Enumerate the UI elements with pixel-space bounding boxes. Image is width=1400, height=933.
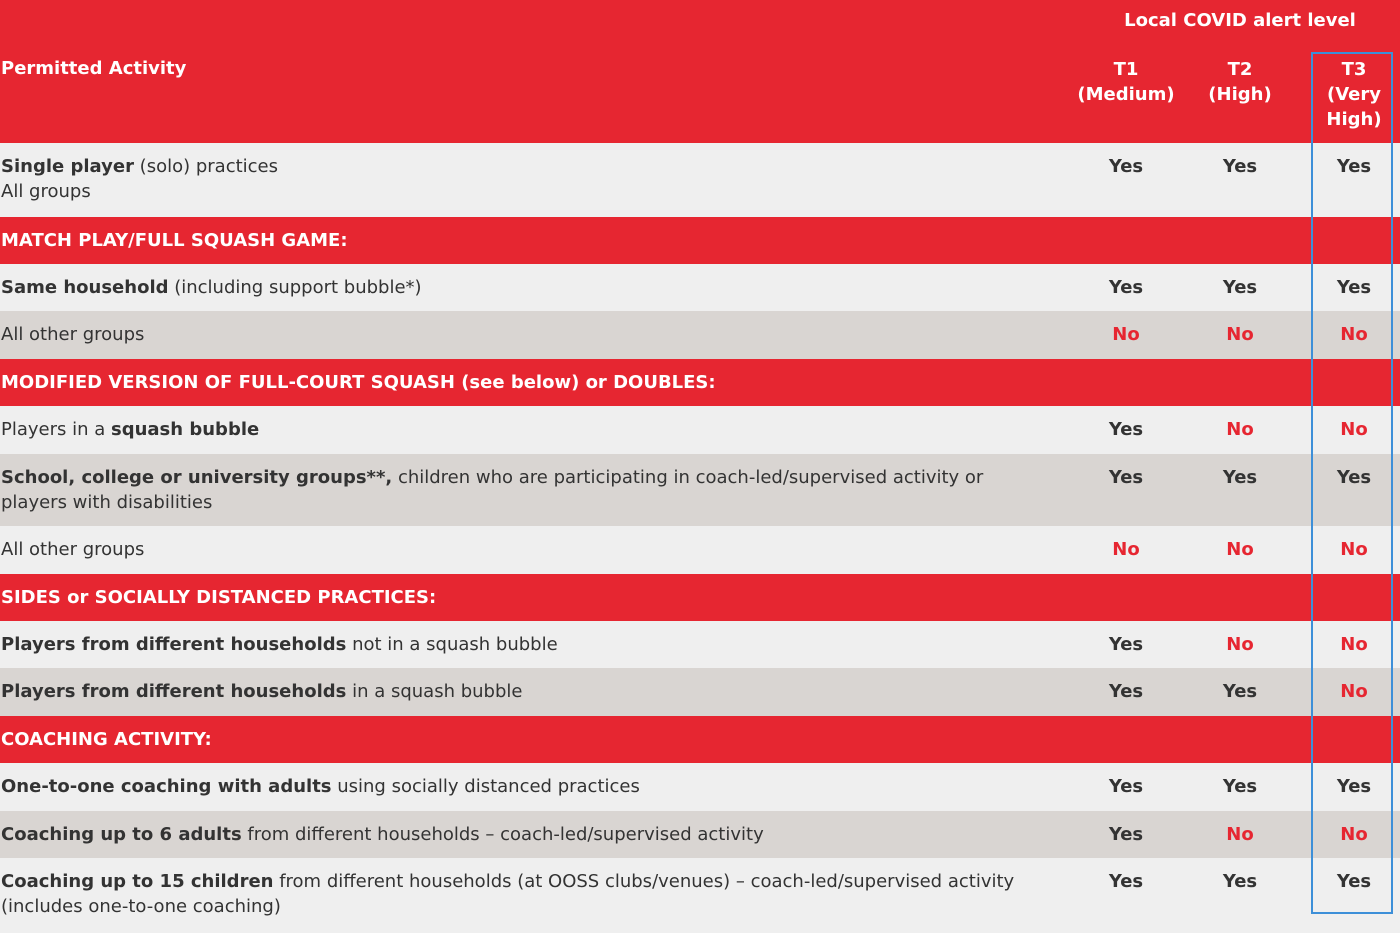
cell-t1: Yes (1108, 776, 1144, 797)
activity-emphasis: School, college or university groups**, (1, 467, 393, 488)
column-heading-line: High) (1326, 109, 1382, 130)
section-header-row (0, 359, 1400, 406)
table-header (0, 0, 1400, 143)
table-row (0, 858, 1400, 933)
column-heading-line: T1 (1113, 59, 1139, 80)
cell-t1: Yes (1108, 634, 1144, 655)
activity-text: All other groups (1, 539, 145, 560)
activity-text: not in a squash bubble (346, 634, 558, 655)
cell-t3: Yes (1336, 277, 1372, 298)
cell-t1: Yes (1108, 824, 1144, 845)
column-heading-t3 (1297, 57, 1400, 132)
activity-description (1, 275, 1051, 300)
activity-text: All other groups (1, 324, 145, 345)
column-heading-t2 (1183, 57, 1297, 107)
activity-text: from different households – coach-led/supervised activity (241, 824, 764, 845)
activity-emphasis: squash bubble (111, 419, 260, 440)
section-label: MATCH PLAY/FULL SQUASH GAME: (1, 230, 348, 251)
activity-text: (including support bubble*) (168, 277, 422, 298)
column-heading-t1 (1069, 57, 1183, 107)
activity-emphasis: Coaching up to 15 children (1, 871, 274, 892)
cell-t2: No (1226, 419, 1254, 440)
activity-description (1, 322, 1051, 347)
cell-t2: Yes (1222, 776, 1258, 797)
activity-description (1, 774, 1051, 799)
cell-t1: Yes (1108, 681, 1144, 702)
permitted-activity-heading: Permitted Activity (1, 58, 187, 79)
activity-emphasis: One-to-one coaching with adults (1, 776, 332, 797)
column-heading-line: (High) (1208, 84, 1272, 105)
cell-t2: Yes (1222, 681, 1258, 702)
cell-t3: No (1340, 634, 1368, 655)
activity-text: from different households (at OOSS clubs/venues) – coach-led/supervised activity (includes one-to-one coaching) (1, 871, 1015, 917)
cell-t1: No (1112, 324, 1140, 345)
alert-level-heading: Local COVID alert level (1124, 10, 1356, 31)
activity-description (1, 465, 1051, 515)
activity-description (1, 154, 1051, 204)
cell-t3: No (1340, 824, 1368, 845)
section-label: COACHING ACTIVITY: (1, 729, 212, 750)
cell-t1: Yes (1108, 277, 1144, 298)
activity-emphasis: Coaching up to 6 adults (1, 824, 242, 845)
table-row (0, 526, 1400, 574)
activity-text: in a squash bubble (346, 681, 523, 702)
activity-emphasis: Players from different households (1, 634, 347, 655)
cell-t3: No (1340, 324, 1368, 345)
table-row (0, 668, 1400, 716)
cell-t3: Yes (1336, 156, 1372, 177)
table-row (0, 621, 1400, 668)
cell-t1: Yes (1108, 156, 1144, 177)
cell-t3: No (1340, 419, 1368, 440)
table-row (0, 264, 1400, 311)
cell-t3: No (1340, 681, 1368, 702)
cell-t2: No (1226, 824, 1254, 845)
column-heading-line: T2 (1227, 59, 1253, 80)
activity-description (1, 679, 1051, 704)
table-row (0, 763, 1400, 811)
activity-description (1, 822, 1051, 847)
activity-description (1, 869, 1051, 919)
cell-t1: Yes (1108, 467, 1144, 488)
activity-text: children who are participating in coach-led/supervised activity or players with disabilities (1, 467, 984, 513)
section-label: SIDES or SOCIALLY DISTANCED PRACTICES: (1, 587, 437, 608)
cell-t2: Yes (1222, 871, 1258, 892)
table-row (0, 811, 1400, 858)
table-row (0, 454, 1400, 526)
cell-t2: Yes (1222, 156, 1258, 177)
table-row (0, 406, 1400, 454)
activity-description (1, 537, 1051, 562)
activity-description (1, 632, 1051, 657)
activity-emphasis: Single player (1, 156, 134, 177)
cell-t2: Yes (1222, 467, 1258, 488)
cell-t2: No (1226, 539, 1254, 560)
activity-text: Players in a (1, 419, 111, 440)
cell-t2: No (1226, 324, 1254, 345)
activity-emphasis: Players from different households (1, 681, 347, 702)
column-heading-line: T3 (1341, 59, 1367, 80)
activity-text: All groups (1, 181, 91, 202)
section-header-row (0, 574, 1400, 621)
table-row (0, 143, 1400, 217)
activity-emphasis: Same household (1, 277, 169, 298)
column-heading-line: (Very (1327, 84, 1381, 105)
cell-t1: Yes (1108, 871, 1144, 892)
table-row (0, 311, 1400, 359)
activity-text: (solo) practices (133, 156, 279, 177)
cell-t3: Yes (1336, 871, 1372, 892)
cell-t2: No (1226, 634, 1254, 655)
activity-text: using socially distanced practices (331, 776, 640, 797)
section-label: MODIFIED VERSION OF FULL-COURT SQUASH (see below) or DOUBLES: (1, 372, 716, 393)
section-header-row (0, 716, 1400, 763)
cell-t1: Yes (1108, 419, 1144, 440)
cell-t1: No (1112, 539, 1140, 560)
cell-t3: No (1340, 539, 1368, 560)
activity-description (1, 417, 1051, 442)
column-heading-line: (Medium) (1077, 84, 1175, 105)
cell-t3: Yes (1336, 467, 1372, 488)
cell-t2: Yes (1222, 277, 1258, 298)
section-header-row (0, 217, 1400, 264)
cell-t3: Yes (1336, 776, 1372, 797)
